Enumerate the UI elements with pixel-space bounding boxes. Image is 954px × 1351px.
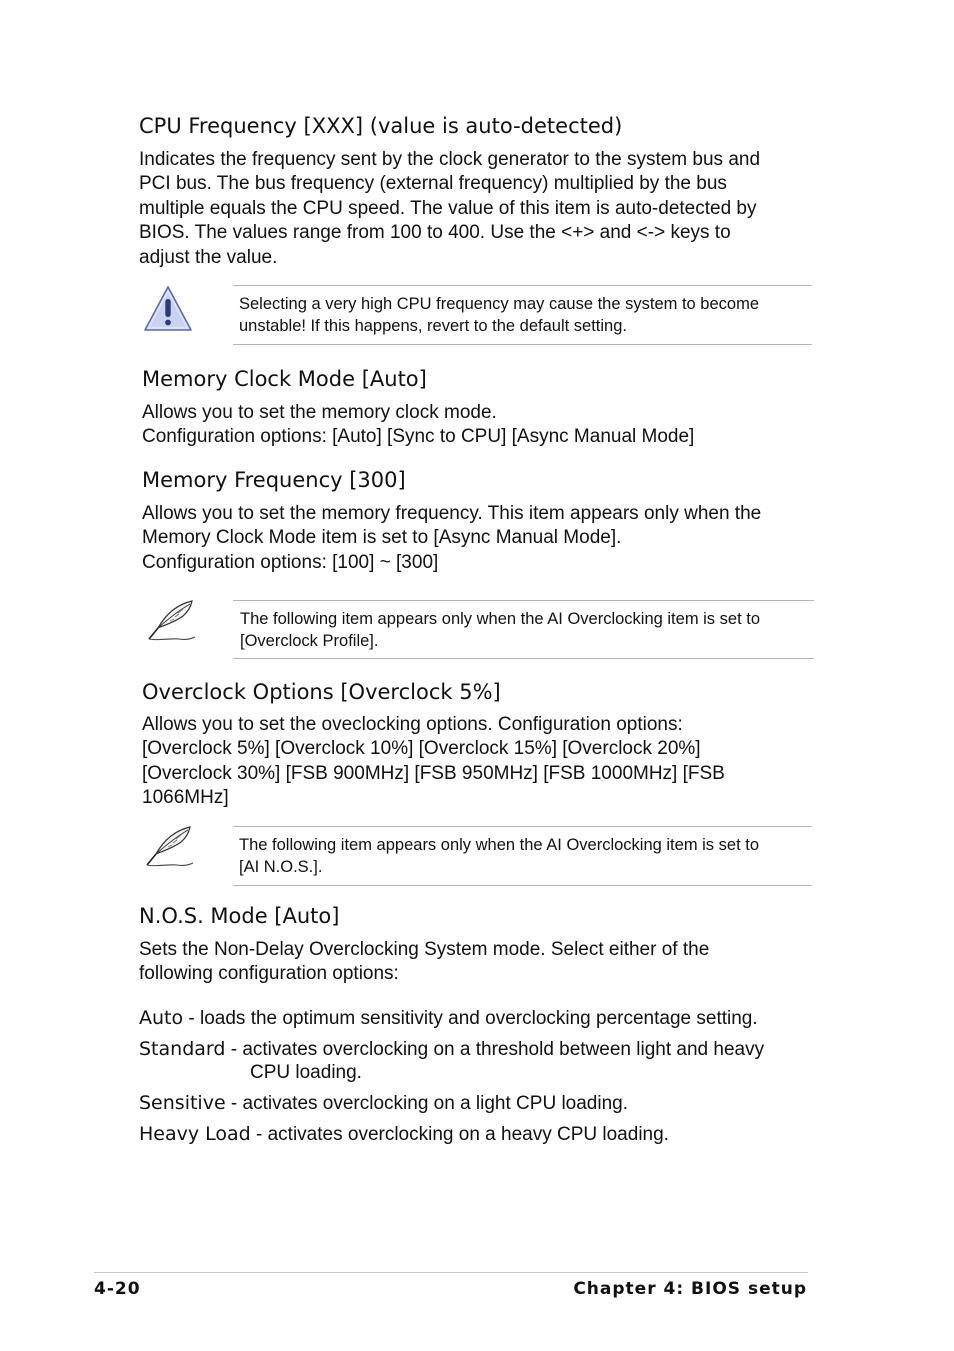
note-bottom-rule [233,885,812,886]
note-line: [AI N.O.S.]. [239,858,323,876]
body-line: 1066MHz] [142,787,229,809]
section-heading-overclock-options: Overclock Options [Overclock 5%] [142,680,501,704]
body-line: Allows you to set the memory clock mode. [142,402,497,423]
section-body-overclock-options [142,713,822,811]
body-line: Configuration options: [100] ~ [300] [142,551,439,573]
note-text [240,608,815,652]
body-line: PCI bus. The bus frequency (external frequency) multiplied by the bus [139,173,727,195]
body-line: Allows you to set the memory frequency. This item appears only when the [142,503,762,524]
body-line: [Overclock 5%] [Overclock 10%] [Overclock 15%] [Overclock 20%] [142,738,701,760]
footer-rule [94,1272,808,1273]
body-line: adjust the value. [139,246,278,268]
option-definition-heavy-load [139,1122,819,1147]
feather-note-icon [143,824,195,870]
body-line: Memory Clock Mode item is set to [Async Manual Mode]. [142,527,622,549]
note-bottom-rule [233,344,812,345]
section-body-memory-frequency [142,502,822,575]
page-number: 4-20 [94,1279,141,1299]
option-term: Heavy Load [139,1123,251,1145]
option-term: Auto [139,1007,184,1029]
note-text [239,293,814,337]
option-description: - activates overclocking on a heavy CPU loading. [250,1124,669,1145]
body-line: BIOS. The values range from 100 to 400. Use the <+> and <-> keys to [139,222,731,244]
option-definition-sensitive [139,1091,819,1116]
note-bottom-rule [233,658,814,659]
option-term: Sensitive [139,1092,226,1114]
warning-icon [142,284,194,334]
note-top-rule [233,826,812,827]
section-heading-cpu-frequency: CPU Frequency [XXX] (value is auto-detected) [139,114,623,138]
note-line: [Overclock Profile]. [240,632,379,650]
note-line: Selecting a very high CPU frequency may cause the system to become [239,295,759,313]
note-top-rule [233,600,814,601]
body-line: Sets the Non-Delay Overclocking System mode. Select either of the [139,939,710,960]
body-line: multiple equals the CPU speed. The value of this item is auto-detected by [139,197,757,219]
section-body-cpu-frequency [139,148,819,270]
section-heading-memory-frequency: Memory Frequency [300] [142,468,406,492]
body-line: [Overclock 30%] [FSB 900MHz] [FSB 950MHz] [FSB 1000MHz] [FSB [142,762,725,784]
feather-note-icon [145,598,197,644]
section-heading-nos-mode: N.O.S. Mode [Auto] [139,904,340,928]
note-line: unstable! If this happens, revert to the default setting. [239,317,627,335]
option-definition-standard [139,1037,819,1062]
option-term: Standard [139,1038,226,1060]
note-line: The following item appears only when the AI Overclocking item is set to [240,610,760,628]
option-description: - loads the optimum sensitivity and overclocking percentage setting. [183,1008,758,1029]
note-line: The following item appears only when the AI Overclocking item is set to [239,836,759,854]
body-line: Indicates the frequency sent by the clock generator to the system bus and [139,149,761,170]
section-body-memory-clock-mode [142,401,822,450]
section-heading-memory-clock-mode: Memory Clock Mode [Auto] [142,367,427,391]
option-description-continuation: CPU loading. [250,1062,362,1083]
note-top-rule [233,285,812,286]
note-text [239,834,814,878]
option-description: - activates overclocking on a light CPU loading. [225,1093,629,1114]
body-line: following configuration options: [139,963,399,985]
body-line: Allows you to set the oveclocking options. Configuration options: [142,714,683,735]
option-definition-auto [139,1006,819,1031]
body-line: Configuration options: [Auto] [Sync to CPU] [Async Manual Mode] [142,426,695,448]
chapter-title: Chapter 4: BIOS setup [573,1279,807,1299]
section-body-nos-mode [139,938,819,987]
option-description: - activates overclocking on a threshold between light and heavy [225,1039,765,1060]
